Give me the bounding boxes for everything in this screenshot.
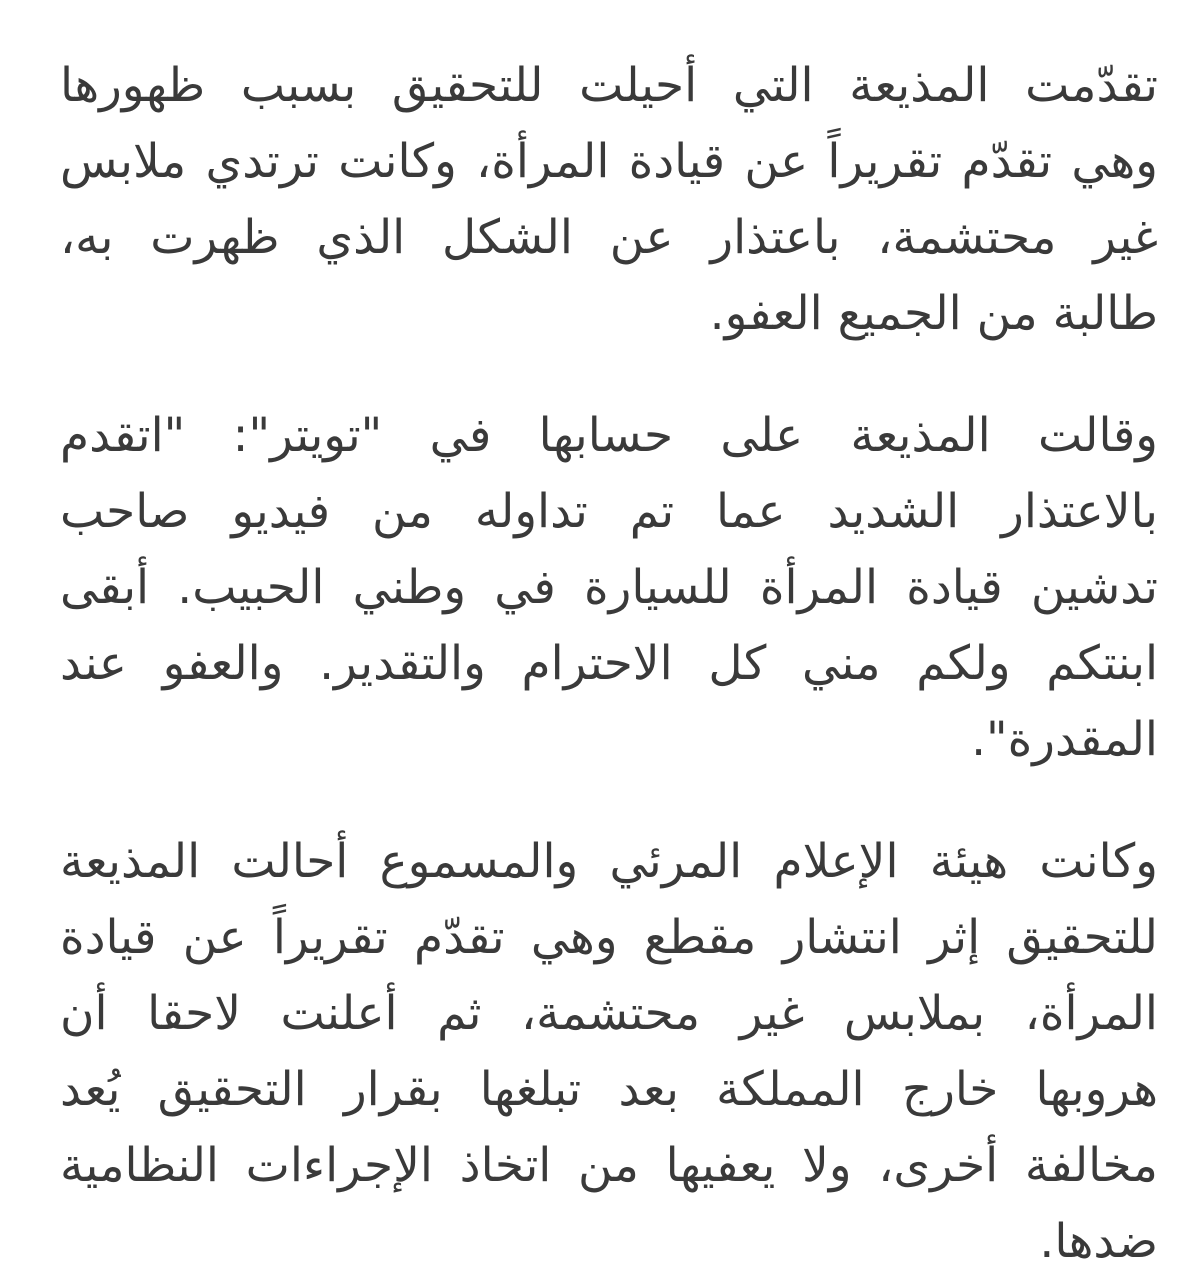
text-line: المرأة، بملابس غير محتشمة، ثم أعلنت لاحقا أن — [60, 986, 1158, 1041]
text-line: غير محتشمة، باعتذار عن الشكل الذي ظهرت به، — [60, 210, 1158, 265]
text-line: ضدها. — [1039, 1214, 1158, 1269]
paragraph-twitter-quote — [60, 398, 1158, 778]
text-line: بالاعتذار الشديد عما تم تداوله من فيديو صاحب — [60, 484, 1158, 539]
text-line: وكانت هيئة الإعلام المرئي والمسموع أحالت المذيعة — [60, 834, 1158, 889]
text-line: وهي تقدّم تقريراً عن قيادة المرأة، وكانت ترتدي ملابس — [60, 134, 1158, 189]
text-line: المقدرة". — [971, 712, 1158, 767]
text-line: وقالت المذيعة على حسابها في "تويتر": "اتقدم — [60, 408, 1158, 463]
text-line: للتحقيق إثر انتشار مقطع وهي تقدّم تقريراً عن قيادة — [60, 910, 1158, 965]
text-line: تدشين قيادة المرأة للسيارة في وطني الحبيب. أبقى — [60, 560, 1158, 615]
text-line: طالبة من الجميع العفو. — [709, 286, 1158, 341]
paragraph-authority-referral — [60, 824, 1158, 1280]
article-body — [60, 48, 1158, 1280]
text-line: مخالفة أخرى، ولا يعفيها من اتخاذ الإجراءات النظامية — [60, 1138, 1158, 1193]
text-line: هروبها خارج المملكة بعد تبلغها بقرار التحقيق يُعد — [60, 1062, 1158, 1117]
text-line: تقدّمت المذيعة التي أحيلت للتحقيق بسبب ظهورها — [60, 58, 1158, 113]
paragraph-apology — [60, 48, 1158, 352]
text-line: ابنتكم ولكم مني كل الاحترام والتقدير. والعفو عند — [60, 636, 1158, 691]
